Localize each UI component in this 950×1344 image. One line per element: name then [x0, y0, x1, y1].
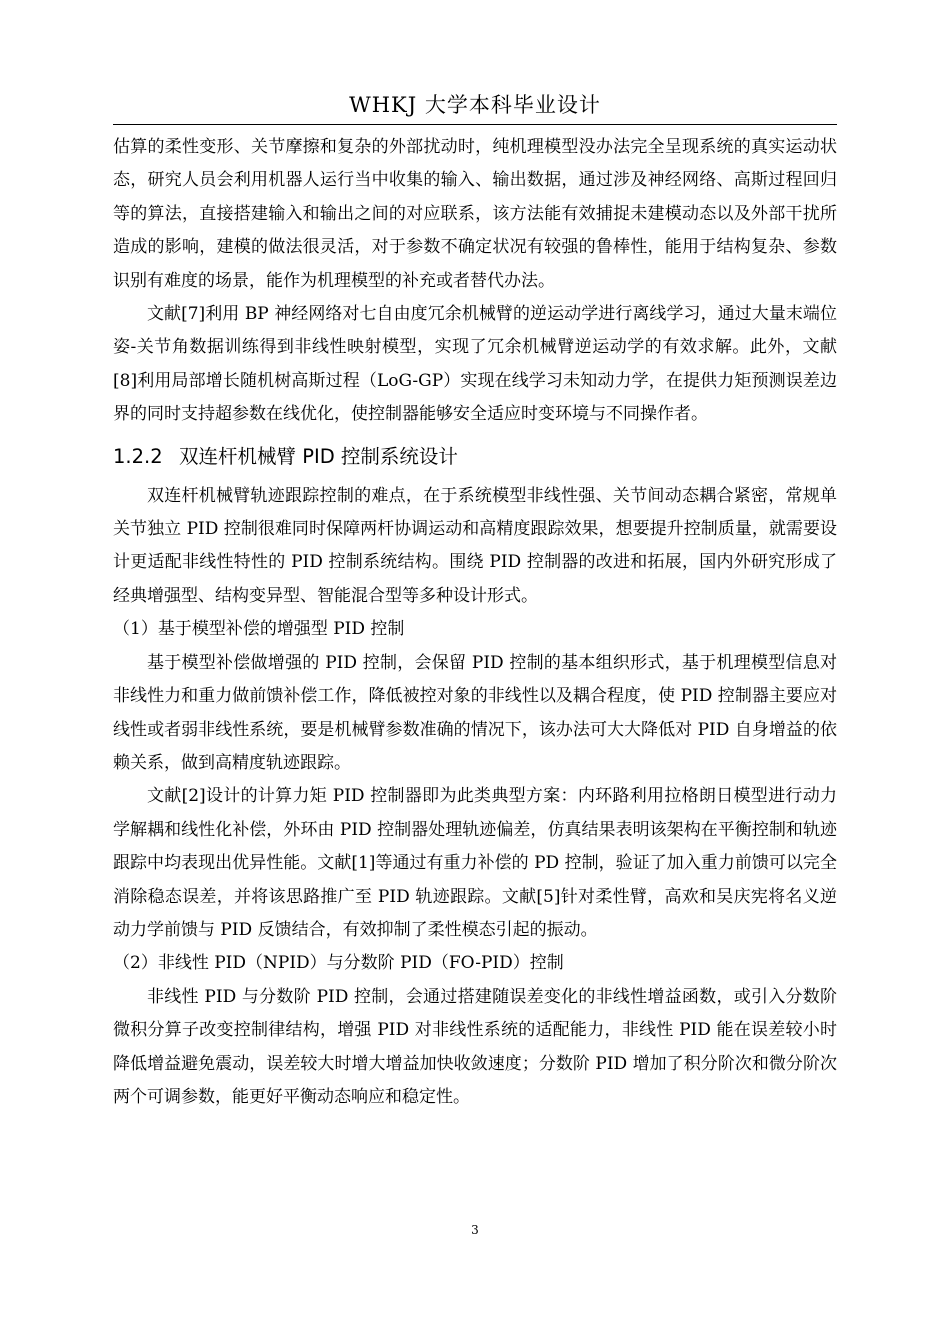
paragraph-2: 文献[7]利用 BP 神经网络对七自由度冗余机械臂的逆运动学进行离线学习，通过大量末端位姿-关节角数据训练得到非线性映射模型，实现了冗余机械臂逆运动学的有效求解。此外，文献[8]利用局部增长随机树高斯过程（LoG-GP）实现在线学习未知动力学，在提供力矩预测误差边界的同时支持超参数在线优化，使控制器能够安全适应时变环境与不同操作者。 — [113, 304, 837, 425]
paragraph-3: 双连杆机械臂轨迹跟踪控制的难点，在于系统模型非线性强、关节间动态耦合紧密，常规单关节独立 PID 控制很难同时保障两杆协调运动和高精度跟踪效果，想要提升控制质量，就需要设计更适配非线性特性的 PID 控制系统结构。围绕 PID 控制器的改进和拓展，国内外研究形成了经典增强型、结构变异型、智能混合型等多种设计形式。 — [113, 485, 837, 606]
section-title: 双连杆机械臂 PID 控制系统设计 — [179, 444, 458, 468]
header-title: WHKJ 大学本科毕业设计 — [349, 93, 601, 117]
paragraph-5: 文献[2]设计的计算力矩 PID 控制器即为此类典型方案：内环路利用拉格朗日模型进行动力学解耦和线性化补偿，外环由 PID 控制器处理轨迹偏差，仿真结果表明该架构在平衡控制和轨迹跟踪中均表现出优异性能。文献[1]等通过有重力补偿的 PD 控制，验证了加入重力前馈可以完全消除稳态误差，并将该思路推广至 PID 轨迹跟踪。文献[5]针对柔性臂，高欢和吴庆宪将名义逆动力学前馈与 PID 反馈结合，有效抑制了柔性模态引起的振动。 — [113, 786, 837, 940]
section-heading — [113, 440, 837, 474]
document-body — [113, 131, 837, 1114]
page-number: 3 — [471, 1223, 479, 1237]
page-header — [113, 90, 837, 125]
item-2-title: （2）非线性 PID（NPID）与分数阶 PID（FO-PID）控制 — [113, 953, 564, 974]
section-number: 1.2.2 — [113, 444, 163, 468]
item-1-title: （1）基于模型补偿的增强型 PID 控制 — [113, 619, 405, 640]
paragraph-4: 基于模型补偿做增强的 PID 控制，会保留 PID 控制的基本组织形式，基于机理模型信息对非线性力和重力做前馈补偿工作，降低被控对象的非线性以及耦合程度，使 PID 控制器主要应对线性或者弱非线性系统，要是机械臂参数准确的情况下，该办法可大大降低对 PID 自身增益的依赖关系，做到高精度轨迹跟踪。 — [113, 652, 837, 773]
paragraph-6: 非线性 PID 与分数阶 PID 控制，会通过搭建随误差变化的非线性增益函数，或引入分数阶微积分算子改变控制律结构，增强 PID 对非线性系统的适配能力，非线性 PID 能在误差较小时降低增益避免震动，误差较大时增大增益加快收敛速度；分数阶 PID 增加了积分阶次和微分阶次两个可调参数，能更好平衡动态响应和稳定性。 — [113, 986, 837, 1107]
paragraph-1: 估算的柔性变形、关节摩擦和复杂的外部扰动时，纯机理模型没办法完全呈现系统的真实运动状态，研究人员会利用机器人运行当中收集的输入、输出数据，通过涉及神经网络、高斯过程回归等的算法，直接搭建输入和输出之间的对应联系，该方法能有效捕捉未建模动态以及外部干扰所造成的影响，建模的做法很灵活，对于参数不确定状况有较强的鲁棒性，能用于结构复杂、参数识别有难度的场景，能作为机理模型的补充或者替代办法。 — [113, 137, 837, 291]
